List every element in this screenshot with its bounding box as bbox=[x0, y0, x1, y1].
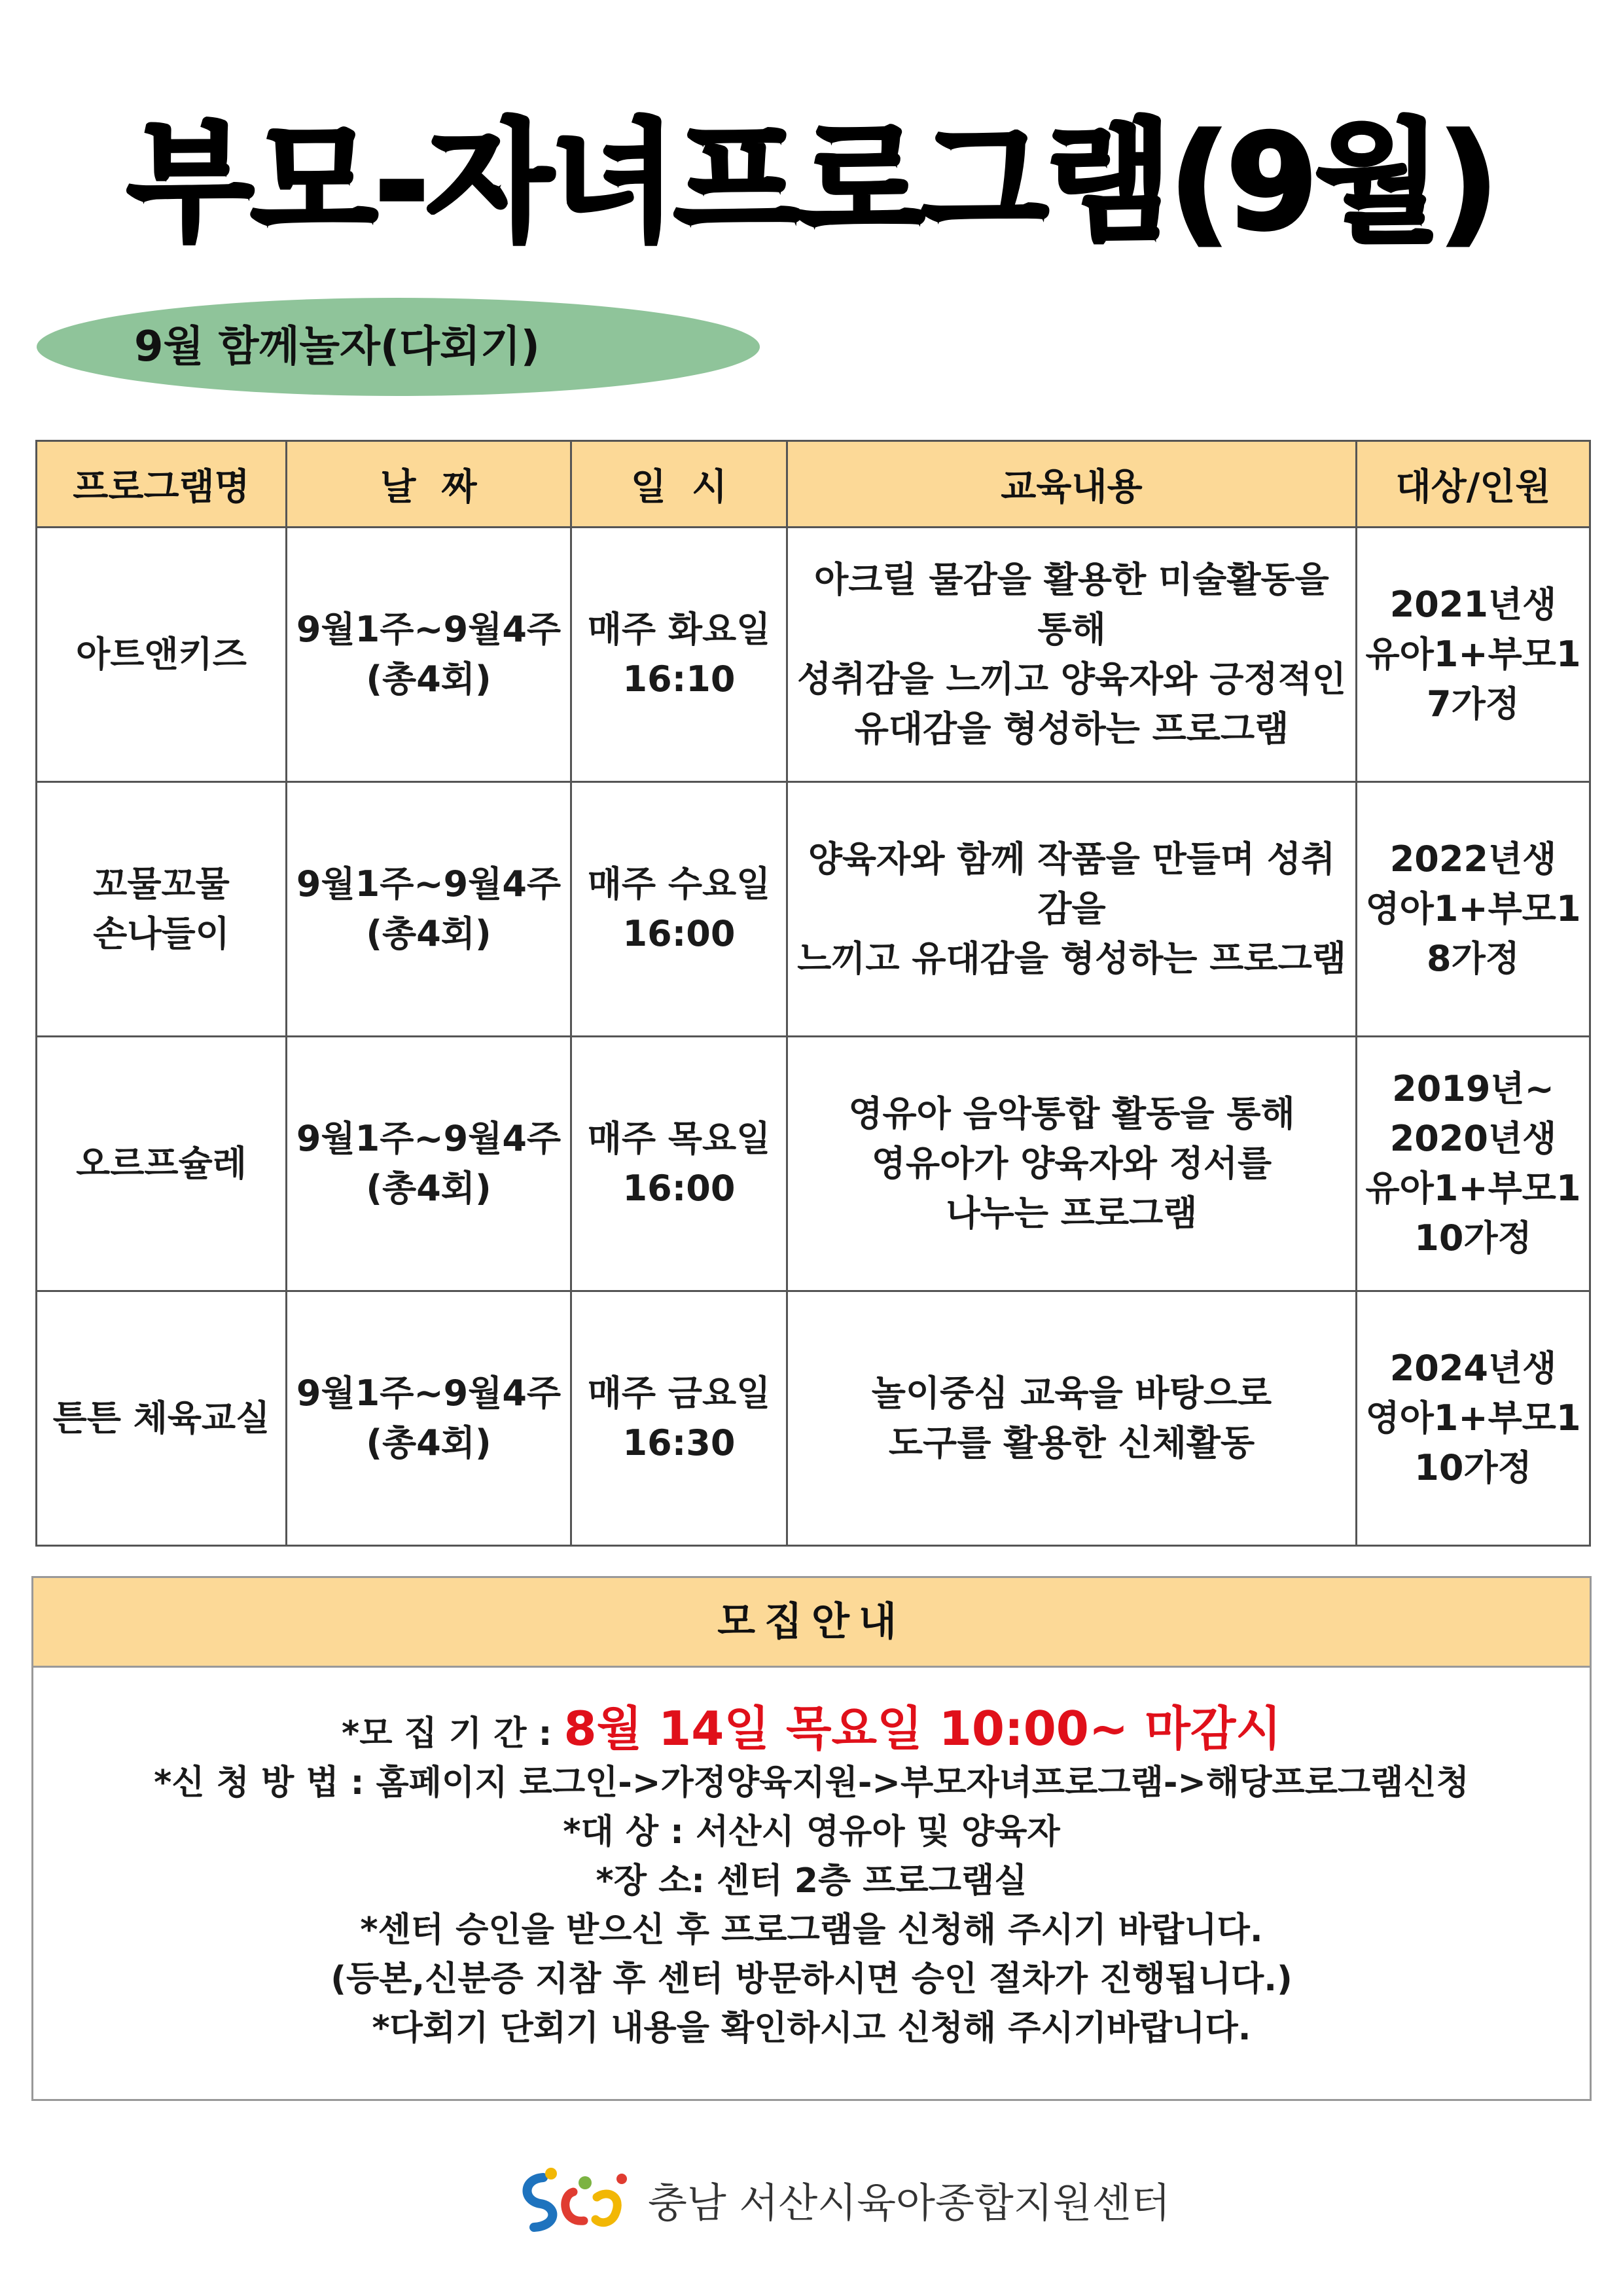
header-content: 교육내용 bbox=[787, 441, 1357, 528]
cell-target: 2024년생 영아1+부모1 10가정 bbox=[1357, 1291, 1590, 1546]
footer bbox=[517, 2163, 1170, 2235]
table-row bbox=[37, 1037, 1590, 1291]
notice-heading: 모집안내 bbox=[33, 1578, 1590, 1668]
notice-body bbox=[33, 1668, 1590, 2053]
table-row bbox=[37, 1291, 1590, 1546]
notice-period-value: 8월 14일 목요일 10:00~ 마감시 bbox=[563, 1701, 1281, 1756]
notice-line: (등본,신분증 지참 후 센터 방문하시면 승인 절차가 진행됩니다.) bbox=[330, 1960, 1293, 1999]
cell-time: 매주 목요일 16:00 bbox=[571, 1037, 787, 1291]
cell-date: 9월1주~9월4주 (총4회) bbox=[287, 1037, 571, 1291]
cell-content: 양육자와 함께 작품을 만들며 성취감을 느끼고 유대감을 형성하는 프로그램 bbox=[787, 782, 1357, 1037]
table-row bbox=[37, 782, 1590, 1037]
notice-line: *다회기 단회기 내용을 확인하시고 신청해 주시기바랍니다. bbox=[372, 2009, 1251, 2048]
cell-target: 2021년생 유아1+부모1 7가정 bbox=[1357, 528, 1590, 782]
cell-program-name: 아트앤키즈 bbox=[37, 528, 287, 782]
cell-program-name: 오르프슐레 bbox=[37, 1037, 287, 1291]
notice-period-label: *모 집 기 간 : bbox=[342, 1714, 564, 1753]
table-header-row bbox=[37, 441, 1590, 528]
header-date: 날 짜 bbox=[287, 441, 571, 528]
cell-time: 매주 수요일 16:00 bbox=[571, 782, 787, 1037]
cell-content: 놀이중심 교육을 바탕으로 도구를 활용한 신체활동 bbox=[787, 1291, 1357, 1546]
cell-content: 영유아 음악통합 활동을 통해 영유아가 양육자와 정서를 나누는 프로그램 bbox=[787, 1037, 1357, 1291]
table-row bbox=[37, 528, 1590, 782]
org-name: 충남 서산시육아종합지원센터 bbox=[648, 2178, 1171, 2227]
notice-line: *신 청 방 법 : 홈페이지 로그인->가정양육지원->부모자녀프로그램->해당프로그램신청 bbox=[154, 1763, 1469, 1803]
cell-content: 아크릴 물감을 활용한 미술활동을 통해 성취감을 느끼고 양육자와 긍정적인 유대감을 형성하는 프로그램 bbox=[787, 528, 1357, 782]
cell-date: 9월1주~9월4주 (총4회) bbox=[287, 782, 571, 1037]
cell-program-name: 꼬물꼬물 손나들이 bbox=[37, 782, 287, 1037]
notice-line: *장 소: 센터 2층 프로그램실 bbox=[596, 1861, 1027, 1901]
notice-line: *센터 승인을 받으신 후 프로그램을 신청해 주시기 바랍니다. bbox=[360, 1910, 1263, 1950]
cell-target: 2022년생 영아1+부모1 8가정 bbox=[1357, 782, 1590, 1037]
cell-time: 매주 금요일 16:30 bbox=[571, 1291, 787, 1546]
notice-period bbox=[33, 1701, 1590, 1759]
cell-date: 9월1주~9월4주 (총4회) bbox=[287, 1291, 571, 1546]
header-program-name: 프로그램명 bbox=[37, 441, 287, 528]
page-title: 부모-자녀프로그램(9월) bbox=[127, 107, 1496, 259]
recruitment-notice bbox=[31, 1576, 1592, 2101]
header-target: 대상/인원 bbox=[1357, 441, 1590, 528]
cell-program-name: 튼튼 체육교실 bbox=[37, 1291, 287, 1546]
notice-line: *대 상 : 서산시 영유아 및 양육자 bbox=[563, 1812, 1060, 1852]
header-time: 일 시 bbox=[571, 441, 787, 528]
center-logo-icon bbox=[517, 2163, 641, 2235]
program-table bbox=[35, 440, 1591, 1547]
cell-time: 매주 화요일 16:10 bbox=[571, 528, 787, 782]
subtitle: 9월 함께놀자(다회기) bbox=[134, 323, 540, 371]
cell-date: 9월1주~9월4주 (총4회) bbox=[287, 528, 571, 782]
cell-target: 2019년~ 2020년생 유아1+부모1 10가정 bbox=[1357, 1037, 1590, 1291]
